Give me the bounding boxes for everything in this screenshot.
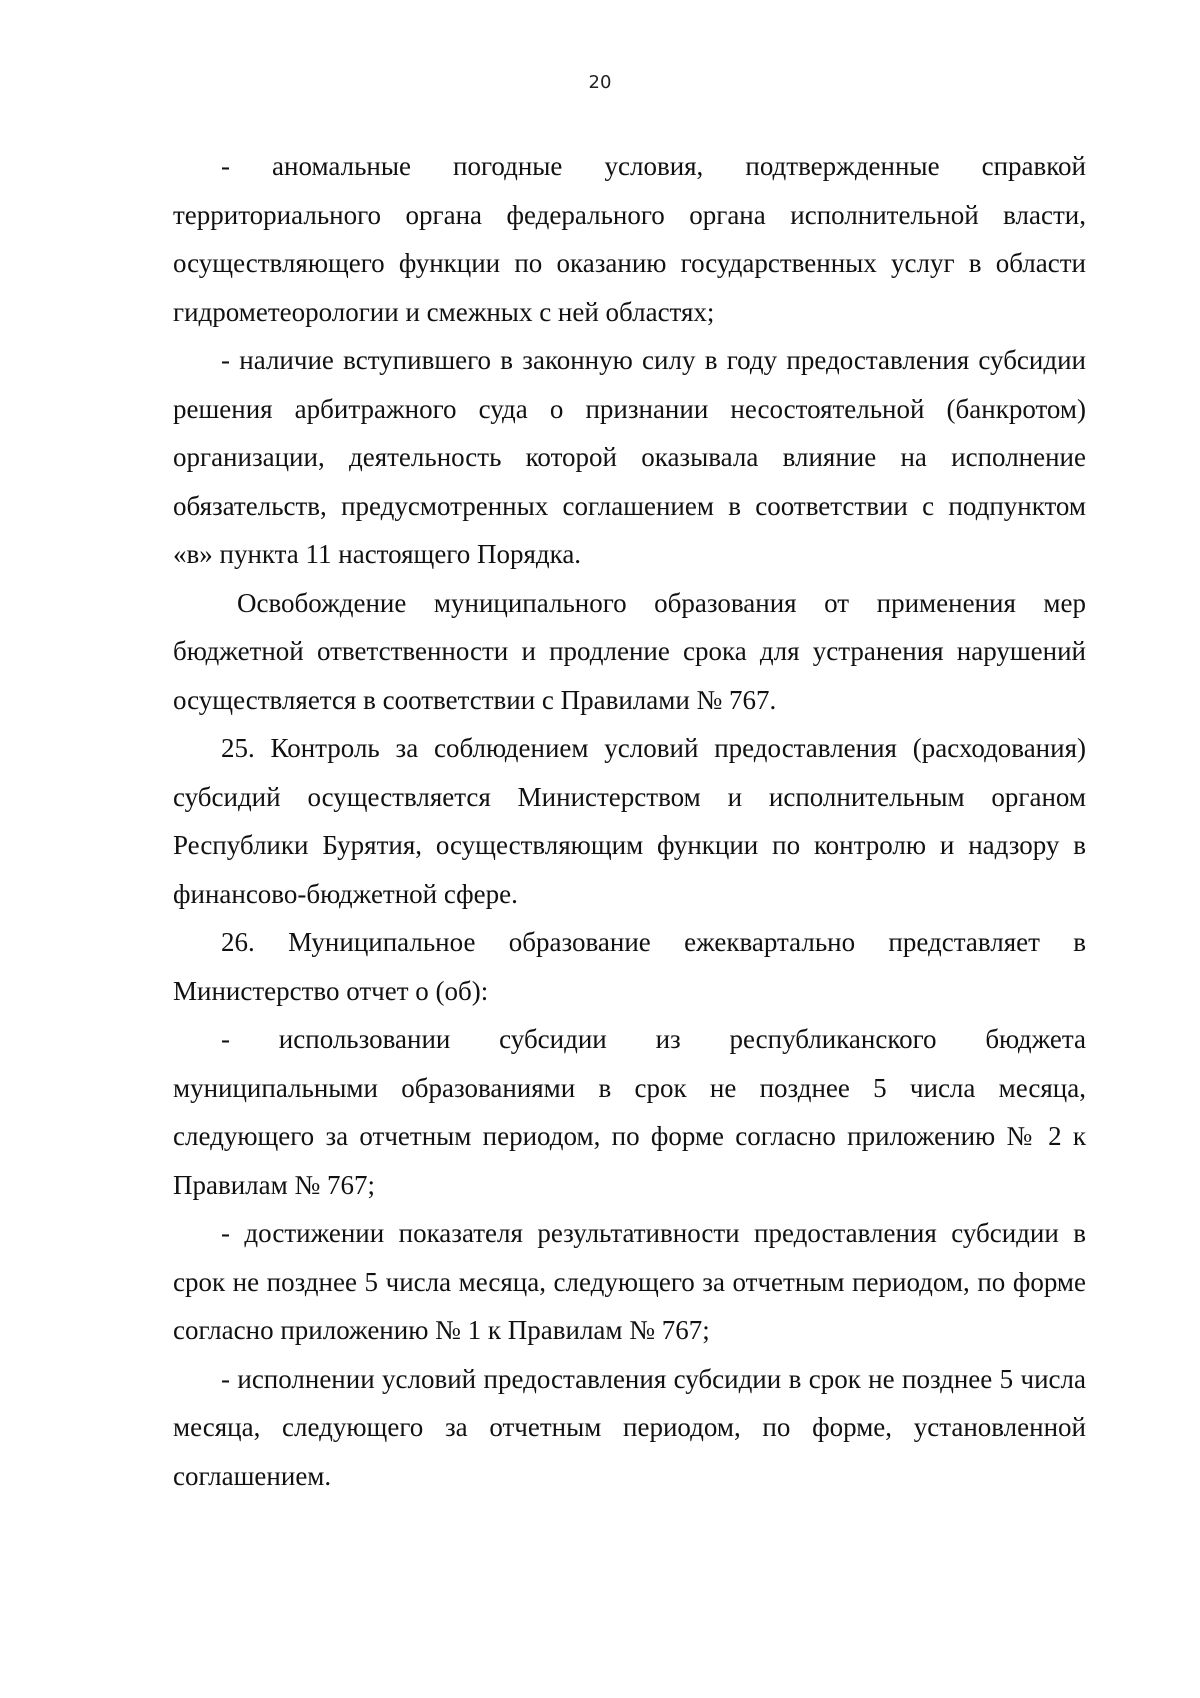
paragraph-weather-conditions: - аномальные погодные условия, подтвержденные справкой территориального органа федерального органа исполнительной власти, осуществляющего функции по оказанию государственных услуг в области гидрометеорологии и смежных с ней областях; (173, 151, 1086, 327)
document-body (173, 142, 1086, 1500)
paragraph-bankruptcy: - наличие вступившего в законную силу в году предоставления субсидии решения арбитражного суда о признании несостоятельной (банкротом) организации, деятельность которой оказывала влияние на исполнение обязательств, предусмотренных соглашением в соответствии с подпунктом «в» пункта 11 настоящего Порядка. (173, 345, 1086, 569)
paragraph-item-26-report: 26. Муниципальное образование ежеквартально представляет в Министерство отчет о (об): (173, 927, 1086, 1006)
paragraph-exemption: Освобождение муниципального образования от применения мер бюджетной ответственности и продление срока для устранения нарушений осуществляется в соответствии с Правилами № 767. (173, 587, 1086, 715)
page-number: 20 (588, 72, 612, 93)
paragraph-report-subsidy-use: - использовании субсидии из республиканского бюджета муниципальными образованиями в срок не позднее 5 числа месяца, следующего за отчетным периодом, по форме согласно приложению № 2 к Правилам № 767; (173, 1024, 1086, 1200)
paragraph-report-conditions: - исполнении условий предоставления субсидии в срок не позднее 5 числа месяца, следующего за отчетным периодом, по форме, установленной соглашением. (173, 1363, 1086, 1491)
paragraph-item-25-control: 25. Контроль за соблюдением условий предоставления (расходования) субсидий осуществляется Министерством и исполнительным органом Республики Бурятия, осуществляющим функции по контролю и надзору в финансово-бюджетной сфере. (173, 733, 1086, 909)
paragraph-report-indicator: - достижении показателя результативности предоставления субсидии в срок не позднее 5 числа месяца, следующего за отчетным периодом, по форме согласно приложению № 1 к Правилам № 767; (173, 1218, 1086, 1345)
